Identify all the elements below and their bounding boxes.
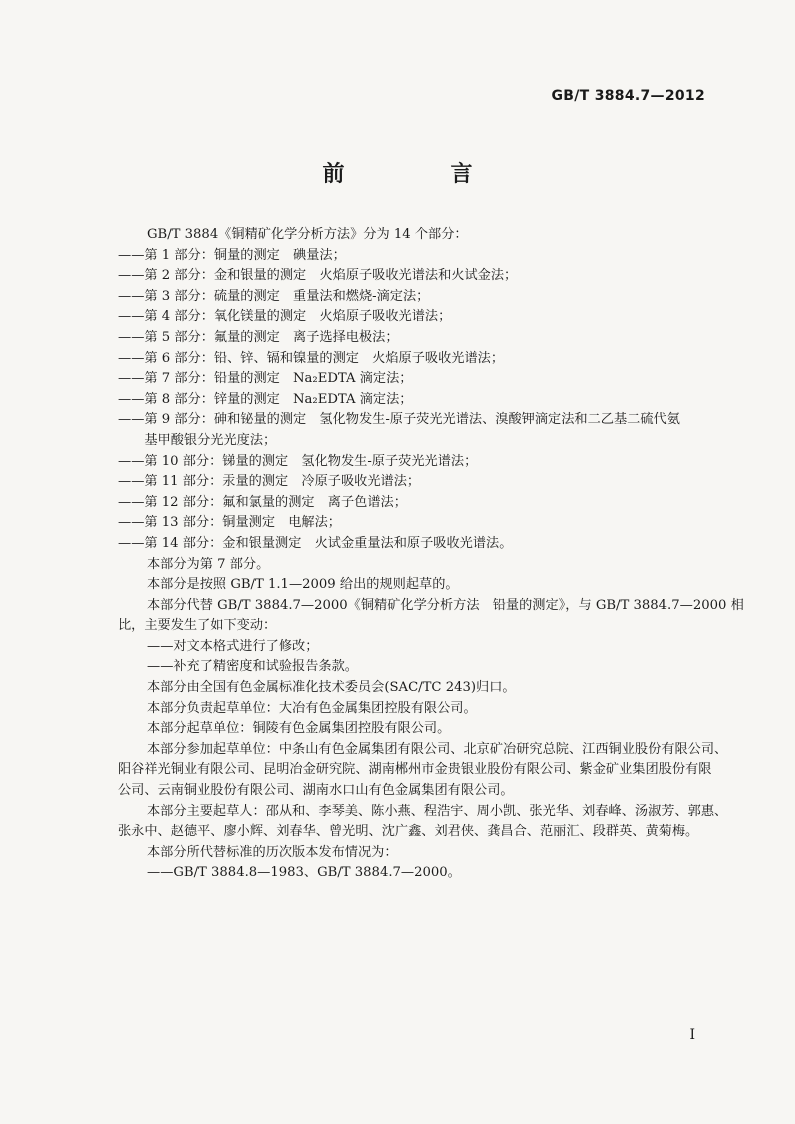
list-item: ——第 5 部分：氟量的测定 离子选择电极法； bbox=[118, 329, 399, 345]
paragraph-continuation: 公司、云南铜业股份有限公司、湖南水口山有色金属集团有限公司。 bbox=[118, 783, 514, 799]
paragraph: 本部分起草单位：铜陵有色金属集团控股有限公司。 bbox=[147, 721, 451, 737]
standard-code: GB/T 3884.7—2012 bbox=[551, 88, 705, 104]
list-item: ——第 13 部分：铜量测定 电解法； bbox=[118, 515, 341, 531]
list-item: ——第 14 部分：金和银量测定 火试金重量法和原子吸收光谱法。 bbox=[118, 535, 513, 551]
list-item: ——第 2 部分：金和银量的测定 火焰原子吸收光谱法和火试金法； bbox=[118, 268, 518, 284]
list-item: ——第 12 部分：氟和氯量的测定 离子色谱法； bbox=[118, 494, 407, 510]
list-item: ——对文本格式进行了修改； bbox=[147, 638, 319, 654]
list-item: ——第 1 部分：铜量的测定 碘量法； bbox=[118, 247, 346, 263]
list-item: ——第 9 部分：砷和铋量的测定 氢化物发生-原子荧光光谱法、溴酸钾滴定法和二乙基二硫代氨 bbox=[118, 412, 680, 428]
page-number: I bbox=[689, 1027, 695, 1043]
paragraph: 本部分由全国有色金属标准化技术委员会(SAC/TC 243)归口。 bbox=[147, 680, 516, 696]
paragraph: GB/T 3884《铜精矿化学分析方法》分为 14 个部分： bbox=[147, 227, 468, 242]
list-item: ——第 10 部分：锑量的测定 氢化物发生-原子荧光光谱法； bbox=[118, 453, 478, 469]
list-item: ——第 3 部分：硫量的测定 重量法和燃烧-滴定法； bbox=[118, 288, 430, 304]
list-item: ——第 7 部分：铅量的测定 Na₂EDTA 滴定法； bbox=[118, 371, 413, 387]
paragraph: 本部分参加起草单位：中条山有色金属集团有限公司、北京矿冶研究总院、江西铜业股份有限公司、 bbox=[147, 741, 728, 757]
paragraph-continuation: 比，主要发生了如下变动： bbox=[118, 618, 277, 634]
paragraph: 本部分主要起草人：邵从和、李琴美、陈小燕、程浩宇、周小凯、张光华、刘春峰、汤淑芳、郭惠、 bbox=[147, 803, 728, 819]
list-item: ——第 6 部分：铅、锌、镉和镍量的测定 火焰原子吸收光谱法； bbox=[118, 350, 505, 366]
list-item: ——GB/T 3884.8—1983、GB/T 3884.7—2000。 bbox=[147, 865, 461, 881]
list-item: ——补充了精密度和试验报告条款。 bbox=[147, 659, 358, 675]
paragraph-continuation: 张永中、赵德平、廖小辉、刘春华、曾光明、沈广鑫、刘君侠、龚昌合、范丽汇、段群英、黄菊梅。 bbox=[118, 824, 699, 840]
list-item: ——第 8 部分：锌量的测定 Na₂EDTA 滴定法； bbox=[118, 391, 413, 407]
foreword-body bbox=[118, 225, 744, 884]
list-item: ——第 4 部分：氧化镁量的测定 火焰原子吸收光谱法； bbox=[118, 309, 452, 325]
paragraph: 本部分代替 GB/T 3884.7—2000《铜精矿化学分析方法 铅量的测定》，与 GB/T 3884.7—2000 相 bbox=[147, 597, 744, 613]
list-item-continuation: 基甲酸银分光光度法； bbox=[118, 432, 277, 448]
paragraph: 本部分所代替标准的历次版本发布情况为： bbox=[147, 844, 398, 860]
page-title: 前 言 bbox=[322, 162, 515, 187]
paragraph: 本部分负责起草单位：大冶有色金属集团控股有限公司。 bbox=[147, 700, 477, 716]
paragraph: 本部分为第 7 部分。 bbox=[147, 556, 270, 572]
paragraph: 本部分是按照 GB/T 1.1—2009 给出的规则起草的。 bbox=[147, 577, 459, 593]
list-item: ——第 11 部分：汞量的测定 冷原子吸收光谱法； bbox=[118, 474, 421, 490]
paragraph-continuation: 阳谷祥光铜业有限公司、昆明冶金研究院、湖南郴州市金贵银业股份有限公司、紫金矿业集团股份有限 bbox=[118, 762, 712, 778]
